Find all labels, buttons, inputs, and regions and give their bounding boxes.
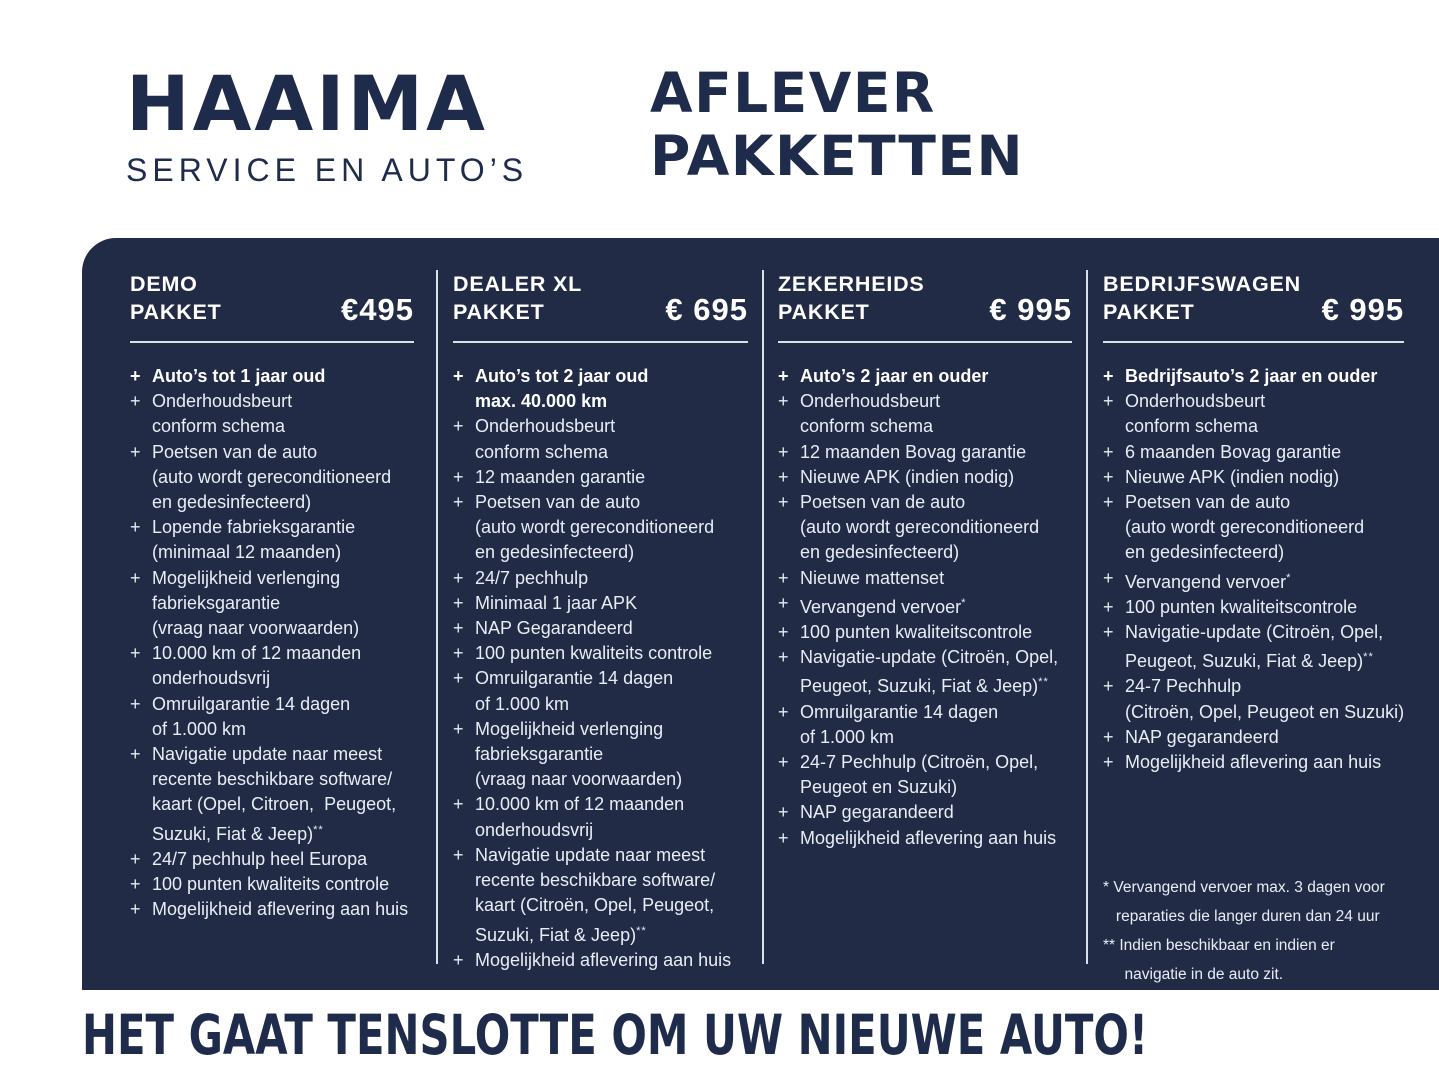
- package-name-line2: PAKKET: [1103, 299, 1195, 324]
- item-text: [152, 364, 325, 389]
- item-line: of 1.000 km: [475, 693, 570, 714]
- plus-marker: +: [130, 643, 141, 664]
- plus-marker: +: [453, 466, 464, 487]
- header-rule: [1103, 341, 1404, 343]
- package-item: [130, 897, 414, 922]
- item-text: [475, 616, 633, 641]
- item-line: conform schema: [1125, 416, 1259, 437]
- package-header: [778, 271, 1072, 326]
- item-text: [800, 645, 1058, 699]
- package-item: [1103, 750, 1404, 775]
- header-rule: [130, 341, 414, 343]
- package-item: [778, 700, 1072, 750]
- item-line: NAP Gegarandeerd: [475, 618, 633, 639]
- footnote-marker: **: [636, 924, 647, 937]
- item-line: onderhoudsvrij: [152, 668, 271, 689]
- item-line: en gedesinfecteerd): [152, 492, 312, 513]
- item-line: Navigatie-update (Citroën, Opel,: [800, 647, 1059, 668]
- footnotes: [1103, 873, 1404, 989]
- item-line: 24-7 Pechhulp: [1125, 676, 1242, 697]
- item-line: Mogelijkheid aflevering aan huis: [475, 949, 732, 970]
- item-line: 12 maanden garantie: [475, 466, 646, 487]
- item-text: [800, 700, 998, 750]
- footnote-marker: **: [1038, 676, 1049, 689]
- item-line: 100 punten kwaliteits controle: [475, 643, 713, 664]
- item-line: Peugeot, Suzuki, Fiat & Jeep)**: [1125, 651, 1374, 672]
- package-item: [1103, 566, 1404, 595]
- item-text: [800, 826, 1056, 851]
- package-item: [778, 645, 1072, 699]
- package-item: [778, 364, 1072, 389]
- item-line: Mogelijkheid aflevering aan huis: [1125, 752, 1382, 773]
- package-item: [778, 591, 1072, 620]
- item-text: [800, 490, 1039, 566]
- item-text: [800, 364, 988, 389]
- plus-marker: +: [130, 366, 141, 387]
- item-line: Nieuwe APK (indien nodig): [1125, 466, 1340, 487]
- item-line: Lopende fabrieksgarantie: [152, 517, 356, 538]
- plus-marker: +: [130, 391, 141, 412]
- package-item: [1103, 620, 1404, 674]
- package-item: [453, 641, 748, 666]
- item-line: Navigatie-update (Citroën, Opel,: [1125, 622, 1384, 643]
- item-line: 24-7 Pechhulp (Citroën, Opel,: [800, 752, 1039, 773]
- plus-marker: +: [778, 622, 789, 643]
- package-item: [1103, 490, 1404, 566]
- item-line: (auto wordt gereconditioneerd: [152, 466, 392, 487]
- item-line: 6 maanden Bovag garantie: [1125, 441, 1342, 462]
- package-item: [778, 750, 1072, 800]
- package-item: [453, 414, 748, 464]
- footnote-line: navigatie in de auto zit.: [1103, 966, 1284, 984]
- package-item-list: [130, 364, 414, 922]
- item-text: [1125, 364, 1377, 389]
- item-line: 24/7 pechhulp heel Europa: [152, 848, 368, 869]
- item-line: recente beschikbare software/: [475, 870, 716, 891]
- package-name-line2: PAKKET: [453, 299, 545, 324]
- item-line: 24/7 pechhulp: [475, 567, 589, 588]
- plus-marker: +: [778, 441, 789, 462]
- package-item: [778, 465, 1072, 490]
- item-text: [800, 620, 1032, 645]
- plus-marker: +: [453, 592, 464, 613]
- item-line: fabrieksgarantie: [152, 592, 281, 613]
- item-text: [475, 566, 588, 591]
- plus-marker: +: [778, 701, 789, 722]
- plus-marker: +: [1103, 366, 1114, 387]
- plus-marker: +: [778, 592, 789, 613]
- item-line: 100 punten kwaliteitscontrole: [800, 622, 1033, 643]
- item-text: [800, 465, 1014, 490]
- item-line: (minimaal 12 maanden): [152, 542, 342, 563]
- package-item: [130, 872, 414, 897]
- item-text: [152, 872, 389, 897]
- item-text: [475, 465, 645, 490]
- item-text: [800, 389, 940, 439]
- plus-marker: +: [778, 391, 789, 412]
- item-text: [800, 800, 954, 825]
- item-text: [800, 750, 1038, 800]
- package-item: [1103, 725, 1404, 750]
- item-line: Auto’s tot 1 jaar oud: [152, 366, 326, 387]
- item-text: [152, 897, 408, 922]
- plus-marker: +: [453, 718, 464, 739]
- item-line: 12 maanden Bovag garantie: [800, 441, 1027, 462]
- brand-name: HAAIMA: [126, 59, 488, 148]
- package-name-line1: DEALER XL: [453, 272, 583, 296]
- item-line: 10.000 km of 12 maanden: [152, 643, 362, 664]
- package-name: [453, 271, 582, 326]
- item-text: [475, 948, 731, 973]
- package-item: [778, 490, 1072, 566]
- plus-marker: +: [453, 794, 464, 815]
- item-text: [152, 742, 396, 847]
- package-item: [130, 364, 414, 389]
- item-text: [475, 490, 714, 566]
- package-item: [1103, 364, 1404, 389]
- package-column-zekerheids: [762, 238, 1086, 990]
- item-text: [152, 440, 391, 516]
- item-line: kaart (Citroën, Opel, Peugeot,: [475, 895, 715, 916]
- package-column-demo: [82, 238, 436, 990]
- item-line: Suzuki, Fiat & Jeep)**: [152, 823, 324, 844]
- plus-marker: +: [1103, 466, 1114, 487]
- plus-marker: +: [130, 567, 141, 588]
- package-name-line1: ZEKERHEIDS: [778, 272, 925, 296]
- item-text: [1125, 595, 1357, 620]
- item-line: kaart (Opel, Citroen, Peugeot,: [152, 794, 397, 815]
- package-name: [1103, 271, 1301, 326]
- item-line: Peugeot en Suzuki): [800, 777, 958, 798]
- plus-marker: +: [778, 567, 789, 588]
- footnote: [1103, 873, 1404, 931]
- item-line: Minimaal 1 jaar APK: [475, 592, 638, 613]
- package-name-line2: PAKKET: [130, 299, 222, 324]
- item-line: en gedesinfecteerd): [1125, 542, 1285, 563]
- brand-subtitle: SERVICE EN AUTO’S: [126, 152, 529, 188]
- plus-marker: +: [778, 647, 789, 668]
- item-line: NAP gegarandeerd: [1125, 726, 1279, 747]
- item-text: [1125, 566, 1291, 595]
- item-text: [1125, 750, 1381, 775]
- item-text: [475, 641, 712, 666]
- item-text: [152, 847, 367, 872]
- package-price: € 995: [1321, 292, 1405, 328]
- page-header: [0, 0, 1439, 238]
- footnote-marker: *: [961, 596, 967, 609]
- package-price: € 695: [665, 292, 748, 328]
- item-line: Omruilgarantie 14 dagen: [800, 701, 999, 722]
- page-title-line2: PAKKETTEN: [650, 123, 1025, 188]
- package-item: [1103, 465, 1404, 490]
- plus-marker: +: [453, 668, 464, 689]
- package-price: € 995: [989, 292, 1072, 328]
- item-line: Nieuwe mattenset: [800, 567, 945, 588]
- package-item: [453, 465, 748, 490]
- item-text: [152, 641, 361, 691]
- plus-marker: +: [130, 517, 141, 538]
- footer-tagline: HET GAAT TENSLOTTE OM UW NIEUWE AUTO!: [82, 1003, 1149, 1067]
- package-item: [130, 641, 414, 691]
- plus-marker: +: [453, 492, 464, 513]
- item-line: of 1.000 km: [800, 726, 895, 747]
- item-line: onderhoudsvrij: [475, 819, 594, 840]
- item-line: Omruilgarantie 14 dagen: [475, 668, 674, 689]
- package-item: [130, 692, 414, 742]
- package-item: [778, 440, 1072, 465]
- packages-panel: [82, 238, 1439, 990]
- package-item: [453, 566, 748, 591]
- item-line: Vervangend vervoer*: [1125, 571, 1292, 592]
- plus-marker: +: [778, 802, 789, 823]
- item-line: Vervangend vervoer*: [800, 596, 967, 617]
- item-text: [800, 591, 966, 620]
- plus-marker: +: [1103, 676, 1114, 697]
- item-line: Nieuwe APK (indien nodig): [800, 466, 1015, 487]
- package-item: [1103, 674, 1404, 724]
- plus-marker: +: [1103, 622, 1114, 643]
- item-line: conform schema: [800, 416, 934, 437]
- page-title: [650, 62, 1024, 187]
- item-text: [475, 792, 684, 842]
- item-line: Omruilgarantie 14 dagen: [152, 693, 351, 714]
- plus-marker: +: [778, 366, 789, 387]
- item-line: Poetsen van de auto: [1125, 492, 1291, 513]
- plus-marker: +: [1103, 567, 1114, 588]
- item-line: Mogelijkheid verlenging: [475, 718, 664, 739]
- item-text: [1125, 490, 1364, 566]
- package-item: [778, 566, 1072, 591]
- item-line: Mogelijkheid verlenging: [152, 567, 341, 588]
- item-line: conform schema: [475, 441, 609, 462]
- item-text: [475, 591, 637, 616]
- item-line: Mogelijkheid aflevering aan huis: [152, 899, 409, 920]
- plus-marker: +: [130, 744, 141, 765]
- plus-marker: +: [778, 492, 789, 513]
- footnote-line: ** Indien beschikbaar en indien er: [1103, 937, 1335, 955]
- item-line: (auto wordt gereconditioneerd: [475, 517, 715, 538]
- item-line: Mogelijkheid aflevering aan huis: [800, 827, 1057, 848]
- package-item: [1103, 595, 1404, 620]
- item-line: (Citroën, Opel, Peugeot en Suzuki): [1125, 701, 1405, 722]
- item-line: 10.000 km of 12 maanden: [475, 794, 685, 815]
- page-title-line1: AFLEVER: [650, 61, 936, 125]
- package-item: [453, 591, 748, 616]
- item-text: [152, 692, 350, 742]
- package-column-bedrijfswagen: [1086, 238, 1439, 990]
- item-line: 100 punten kwaliteits controle: [152, 874, 390, 895]
- item-line: Auto’s tot 2 jaar oud: [475, 366, 649, 387]
- package-item-list: [1103, 364, 1404, 775]
- package-item: [453, 616, 748, 641]
- item-text: [475, 364, 648, 414]
- package-item: [453, 666, 748, 716]
- package-item: [130, 440, 414, 516]
- package-item: [453, 490, 748, 566]
- package-item-list: [453, 364, 748, 973]
- package-name-line2: PAKKET: [778, 299, 870, 324]
- item-text: [1125, 465, 1339, 490]
- package-name: [130, 271, 222, 326]
- item-text: [1125, 389, 1265, 439]
- plus-marker: +: [130, 848, 141, 869]
- footnote-marker: **: [313, 823, 324, 836]
- item-line: Navigatie update naar meest: [152, 744, 383, 765]
- package-name-line1: BEDRIJFSWAGEN: [1103, 272, 1301, 296]
- item-line: 100 punten kwaliteitscontrole: [1125, 596, 1358, 617]
- package-header: [1103, 271, 1404, 326]
- plus-marker: +: [778, 827, 789, 848]
- item-text: [1125, 440, 1341, 465]
- package-item: [453, 948, 748, 973]
- item-line: (auto wordt gereconditioneerd: [800, 517, 1040, 538]
- package-item: [453, 843, 748, 948]
- plus-marker: +: [130, 899, 141, 920]
- plus-marker: +: [453, 567, 464, 588]
- header-rule: [453, 341, 748, 343]
- plus-marker: +: [778, 752, 789, 773]
- plus-marker: +: [130, 874, 141, 895]
- package-item: [130, 847, 414, 872]
- footnote-line: reparaties die langer duren dan 24 uur: [1103, 908, 1380, 926]
- item-line: Onderhoudsbeurt: [475, 416, 616, 437]
- item-line: conform schema: [152, 416, 286, 437]
- item-line: (auto wordt gereconditioneerd: [1125, 517, 1365, 538]
- package-item: [453, 792, 748, 842]
- item-line: (vraag naar voorwaarden): [152, 618, 360, 639]
- package-header: [130, 271, 414, 326]
- package-item: [130, 389, 414, 439]
- item-text: [152, 515, 355, 565]
- item-line: NAP gegarandeerd: [800, 802, 954, 823]
- plus-marker: +: [778, 466, 789, 487]
- package-item-list: [778, 364, 1072, 851]
- item-line: Navigatie update naar meest: [475, 844, 706, 865]
- item-text: [475, 717, 682, 793]
- package-item: [778, 800, 1072, 825]
- item-line: en gedesinfecteerd): [475, 542, 635, 563]
- header-rule: [778, 341, 1072, 343]
- brand-logo: [126, 59, 529, 188]
- item-line: recente beschikbare software/: [152, 769, 393, 790]
- item-text: [1125, 725, 1279, 750]
- plus-marker: +: [453, 949, 464, 970]
- package-name: [778, 271, 925, 326]
- item-text: [475, 414, 615, 464]
- plus-marker: +: [453, 416, 464, 437]
- plus-marker: +: [130, 441, 141, 462]
- plus-marker: +: [1103, 596, 1114, 617]
- package-item: [1103, 389, 1404, 439]
- item-text: [152, 389, 292, 439]
- item-line: (vraag naar voorwaarden): [475, 769, 683, 790]
- plus-marker: +: [1103, 492, 1114, 513]
- plus-marker: +: [1103, 391, 1114, 412]
- item-line: Peugeot, Suzuki, Fiat & Jeep)**: [800, 676, 1049, 697]
- plus-marker: +: [1103, 752, 1114, 773]
- item-line: Poetsen van de auto: [800, 492, 966, 513]
- plus-marker: +: [453, 366, 464, 387]
- item-text: [475, 666, 673, 716]
- item-line: Auto’s 2 jaar en ouder: [800, 366, 989, 387]
- package-item: [453, 364, 748, 414]
- item-line: Onderhoudsbeurt: [1125, 391, 1266, 412]
- item-line: en gedesinfecteerd): [800, 542, 960, 563]
- item-text: [152, 566, 359, 642]
- item-line: Poetsen van de auto: [152, 441, 318, 462]
- item-text: [475, 843, 715, 948]
- footnote-marker: **: [1363, 651, 1374, 664]
- package-item: [1103, 440, 1404, 465]
- item-line: Onderhoudsbeurt: [800, 391, 941, 412]
- item-text: [1125, 674, 1404, 724]
- package-column-dealer-xl: [436, 238, 762, 990]
- footnote-line: * Vervangend vervoer max. 3 dagen voor: [1103, 879, 1385, 897]
- package-item: [778, 620, 1072, 645]
- package-item: [130, 566, 414, 642]
- footnote: [1103, 931, 1404, 989]
- package-price: €495: [341, 292, 414, 328]
- footnote-marker: *: [1286, 571, 1292, 584]
- plus-marker: +: [453, 643, 464, 664]
- plus-marker: +: [1103, 726, 1114, 747]
- item-text: [800, 440, 1026, 465]
- item-line: Suzuki, Fiat & Jeep)**: [475, 924, 647, 945]
- item-line: fabrieksgarantie: [475, 744, 604, 765]
- item-line: max. 40.000 km: [475, 391, 608, 412]
- package-item: [130, 515, 414, 565]
- package-item: [453, 717, 748, 793]
- plus-marker: +: [453, 844, 464, 865]
- item-line: Bedrijfsauto’s 2 jaar en ouder: [1125, 366, 1378, 387]
- item-text: [1125, 620, 1383, 674]
- package-item: [778, 826, 1072, 851]
- item-text: [800, 566, 944, 591]
- item-line: of 1.000 km: [152, 718, 247, 739]
- plus-marker: +: [453, 618, 464, 639]
- plus-marker: +: [130, 693, 141, 714]
- package-header: [453, 271, 748, 326]
- plus-marker: +: [1103, 441, 1114, 462]
- package-name-line1: DEMO: [130, 272, 198, 296]
- item-line: Poetsen van de auto: [475, 492, 641, 513]
- item-line: Onderhoudsbeurt: [152, 391, 293, 412]
- package-item: [778, 389, 1072, 439]
- package-item: [130, 742, 414, 847]
